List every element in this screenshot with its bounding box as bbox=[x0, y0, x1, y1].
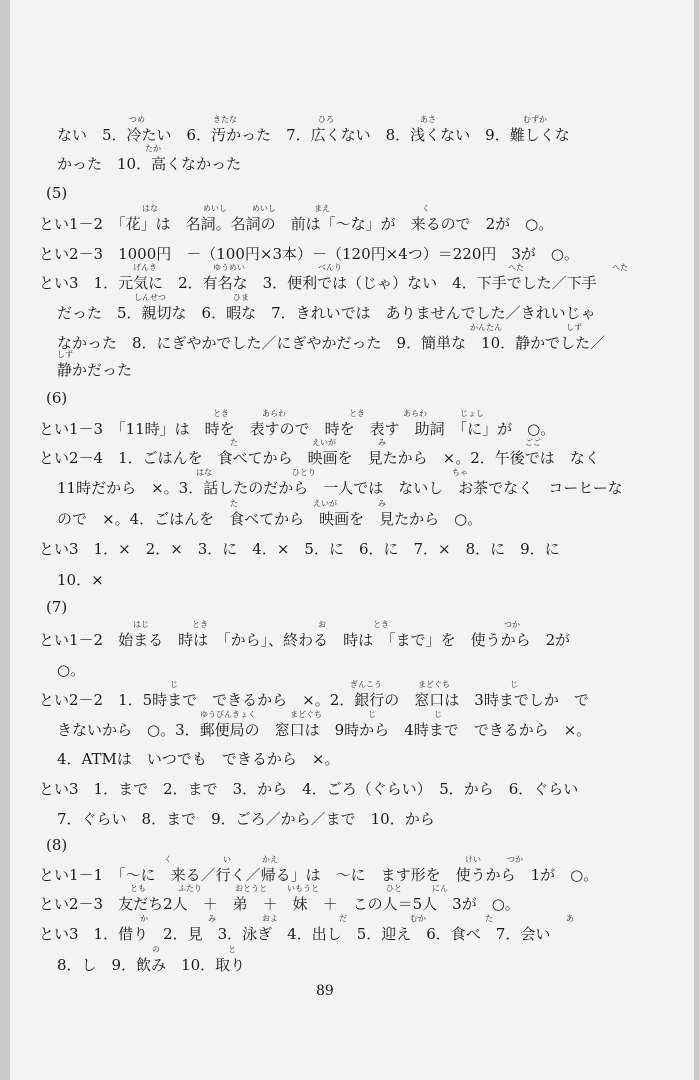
answer-line: とい3 1．元気に 2．有名な 3．便利では（じゃ）ない 4．下手でした／下手 bbox=[39, 274, 597, 292]
furigana: い bbox=[223, 855, 231, 864]
furigana: むずか bbox=[523, 115, 547, 124]
answer-line: とい2－4 1．ごはんを 食べてから 映画を 見たから ×。2．午後では なく bbox=[39, 449, 600, 467]
answer-line: とい3 1．× 2．× 3．に 4．× 5．に 6．に 7．× 8．に 9．に bbox=[39, 540, 560, 558]
answer-line: 4．ATMは いつでも できるから ×。 bbox=[57, 750, 340, 768]
furigana: しんせつ bbox=[134, 293, 166, 302]
furigana: とも bbox=[130, 884, 146, 893]
furigana: あ bbox=[566, 914, 574, 923]
furigana: ふたり bbox=[178, 884, 202, 893]
furigana: ゆうびんきょく bbox=[200, 710, 256, 719]
furigana: と bbox=[228, 945, 236, 954]
furigana: つか bbox=[507, 855, 523, 864]
furigana: た bbox=[230, 499, 238, 508]
furigana: へた bbox=[612, 263, 628, 272]
furigana: はな bbox=[196, 468, 212, 477]
furigana: ひろ bbox=[318, 115, 334, 124]
answer-line: ない 5．冷たい 6．汚かった 7．広くない 8．浅くない 9．難しくな bbox=[57, 126, 570, 144]
answer-line: 8．し 9．飲み 10．取り bbox=[57, 956, 246, 974]
furigana: むか bbox=[410, 914, 426, 923]
furigana: つめ bbox=[129, 115, 145, 124]
furigana: あらわ bbox=[262, 409, 286, 418]
furigana: く bbox=[164, 855, 172, 864]
furigana: じ bbox=[368, 710, 376, 719]
furigana: めいし bbox=[252, 204, 276, 213]
furigana: じ bbox=[434, 710, 442, 719]
answer-line: ので ×。4．ごはんを 食べてから 映画を 見たから ○。 bbox=[57, 510, 483, 528]
furigana: げんき bbox=[133, 263, 157, 272]
furigana: とき bbox=[349, 409, 365, 418]
furigana: ひと bbox=[386, 884, 402, 893]
furigana: の bbox=[152, 945, 160, 954]
furigana: お bbox=[318, 620, 326, 629]
furigana: かんたん bbox=[470, 323, 502, 332]
furigana: とき bbox=[213, 409, 229, 418]
section-heading: (7) bbox=[46, 598, 68, 616]
answer-line: とい2－3 友だち2人 ＋ 弟 ＋ 妹 ＋ この人＝5人 3が ○。 bbox=[39, 895, 520, 913]
furigana: た bbox=[230, 438, 238, 447]
furigana: あさ bbox=[420, 115, 436, 124]
furigana: えいが bbox=[312, 438, 336, 447]
furigana: へた bbox=[508, 263, 524, 272]
section-heading: (8) bbox=[46, 836, 68, 854]
furigana: にん bbox=[432, 884, 448, 893]
furigana: ぎんこう bbox=[350, 680, 382, 689]
furigana: み bbox=[378, 438, 386, 447]
furigana: ゆうめい bbox=[213, 263, 245, 272]
furigana: み bbox=[208, 914, 216, 923]
furigana: か bbox=[140, 914, 148, 923]
furigana: ちゃ bbox=[452, 468, 468, 477]
answer-line: とい3 1．借り 2．見 3．泳ぎ 4．出し 5．迎え 6．食べ 7．会い bbox=[39, 925, 551, 943]
furigana: とき bbox=[192, 620, 208, 629]
furigana: く bbox=[422, 204, 430, 213]
furigana: つか bbox=[504, 620, 520, 629]
furigana: た bbox=[485, 914, 493, 923]
answer-line: かった 10．高くなかった bbox=[57, 155, 242, 173]
furigana: まえ bbox=[314, 204, 330, 213]
furigana: じ bbox=[170, 680, 178, 689]
furigana: およ bbox=[262, 914, 278, 923]
furigana: めいし bbox=[203, 204, 227, 213]
answer-line: とい2－3 1000円 －（100円×3本）－（120円×4つ）＝220円 3が ○。 bbox=[39, 245, 580, 263]
answer-line: 11時だから ×。3．話したのだから 一人では ないし お茶でなく コーヒーな bbox=[57, 479, 623, 497]
section-heading: (5) bbox=[46, 184, 68, 202]
answer-line: とい1－2 「花」は 名詞。名詞の 前は「～な」が 来るので 2が ○。 bbox=[39, 215, 554, 233]
answer-line: ○。 bbox=[57, 661, 86, 679]
furigana: とき bbox=[373, 620, 389, 629]
furigana: べんり bbox=[318, 263, 342, 272]
answer-line: 7．ぐらい 8．まで 9．ごろ／から／まで 10．から bbox=[57, 810, 435, 828]
furigana: ひま bbox=[233, 293, 249, 302]
furigana: はじ bbox=[133, 620, 149, 629]
answer-line: とい1－3 「11時」は 時を 表すので 時を 表す 助詞 「に」が ○。 bbox=[39, 420, 556, 438]
answer-line: 10．× bbox=[57, 571, 104, 589]
furigana: しず bbox=[566, 323, 582, 332]
answer-line: きないから ○。3．郵便局の 窓口は 9時から 4時まで できるから ×。 bbox=[57, 721, 592, 739]
furigana: じ bbox=[510, 680, 518, 689]
furigana: けい bbox=[465, 855, 481, 864]
furigana: じょし bbox=[460, 409, 484, 418]
furigana: ごご bbox=[525, 438, 541, 447]
furigana: まどぐち bbox=[290, 710, 322, 719]
furigana: はな bbox=[142, 204, 158, 213]
furigana: み bbox=[378, 499, 386, 508]
furigana: おとうと bbox=[235, 884, 267, 893]
answer-line: とい2－2 1．5時まで できるから ×。2．銀行の 窓口は 3時までしか で bbox=[39, 691, 589, 709]
furigana: いもうと bbox=[287, 884, 319, 893]
furigana: まどぐち bbox=[418, 680, 450, 689]
furigana: あらわ bbox=[403, 409, 427, 418]
section-heading: (6) bbox=[46, 389, 68, 407]
answer-line: とい3 1．まで 2．まで 3．から 4．ごろ（ぐらい） 5．から 6．ぐらい bbox=[39, 780, 579, 798]
furigana: だ bbox=[339, 914, 347, 923]
furigana: たか bbox=[145, 144, 161, 153]
answer-line: だった 5．親切な 6．暇な 7．きれいでは ありませんでした／きれいじゃ bbox=[57, 304, 596, 322]
furigana: かえ bbox=[262, 855, 278, 864]
furigana: きたな bbox=[213, 115, 237, 124]
furigana: しず bbox=[57, 350, 73, 359]
furigana: えいが bbox=[313, 499, 337, 508]
answer-line: 静かだった bbox=[57, 361, 133, 379]
answer-line: なかった 8．にぎやかでした／にぎやかだった 9．簡単な 10．静かでした／ bbox=[57, 334, 606, 352]
answer-line: とい1－1 「～に 来る／行く／帰る」は ～に ます形を 使うから 1が ○。 bbox=[39, 866, 599, 884]
page-number: 89 bbox=[316, 983, 334, 999]
furigana: ひとり bbox=[292, 468, 316, 477]
answer-line: とい1－2 始まる 時は 「から」、終わる 時は 「まで」を 使うから 2が bbox=[39, 631, 571, 649]
